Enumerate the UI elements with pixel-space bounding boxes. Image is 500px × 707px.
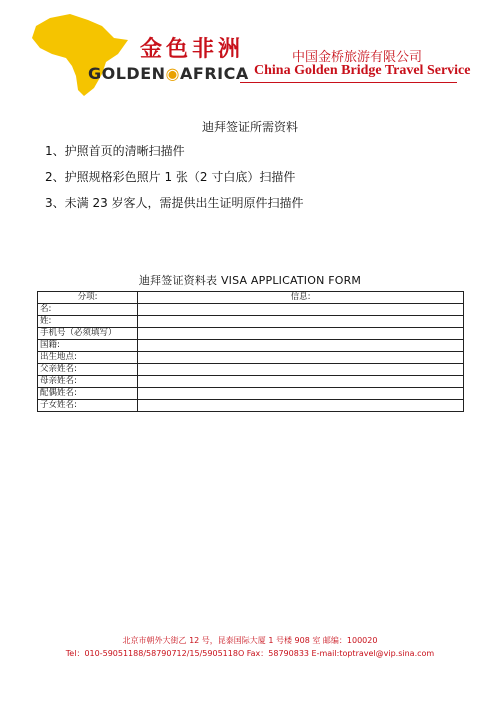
column-header-info: 信息: <box>138 292 464 304</box>
table-row <box>38 376 464 388</box>
field-value-cell[interactable] <box>138 400 464 412</box>
table-row <box>38 304 464 316</box>
requirement-item: 1、护照首页的清晰扫描件 <box>45 144 185 158</box>
logo-english-text <box>88 64 249 83</box>
visa-application-form <box>37 291 464 412</box>
field-value-cell[interactable] <box>138 316 464 328</box>
table-row <box>38 388 464 400</box>
field-label: 名: <box>38 304 138 316</box>
table-row <box>38 400 464 412</box>
company-name-cn: 中国金桥旅游有限公司 <box>292 50 423 65</box>
field-value-cell[interactable] <box>138 388 464 400</box>
table-row <box>38 340 464 352</box>
requirement-item: 3、未满 23 岁客人，需提供出生证明原件扫描件 <box>45 196 304 210</box>
field-label: 父亲姓名: <box>38 364 138 376</box>
field-value-cell[interactable] <box>138 304 464 316</box>
field-label: 出生地点: <box>38 352 138 364</box>
field-value-cell[interactable] <box>138 340 464 352</box>
logo-globe-icon: ◉ <box>165 64 180 83</box>
field-label: 子女姓名: <box>38 400 138 412</box>
field-label: 国籍: <box>38 340 138 352</box>
field-value-cell[interactable] <box>138 376 464 388</box>
logo-africa-word: AFRICA <box>180 64 249 83</box>
form-title: 迪拜签证资料表 VISA APPLICATION FORM <box>138 274 362 287</box>
field-label: 姓: <box>38 316 138 328</box>
header-divider <box>240 82 457 83</box>
africa-map-icon <box>22 10 142 100</box>
field-label: 母亲姓名: <box>38 376 138 388</box>
logo-chinese-text: 金色非洲 <box>140 36 245 62</box>
company-name-en: China Golden Bridge Travel Service <box>254 63 471 78</box>
footer-contact: Tel：010-59051188/58790712/15/5905118O Fax：58790833 E-mail:toptravel@vip.sina.com <box>65 649 435 658</box>
table-row <box>38 328 464 340</box>
column-header-item: 分项: <box>38 292 138 304</box>
document-title: 迪拜签证所需资料 <box>201 120 298 134</box>
requirement-item: 2、护照规格彩色照片 1 张（2 寸白底）扫描件 <box>45 170 296 184</box>
field-value-cell[interactable] <box>138 328 464 340</box>
company-logo <box>22 10 252 100</box>
form-header-row <box>38 292 464 304</box>
field-value-cell[interactable] <box>138 352 464 364</box>
field-label: 手机号（必须填写） <box>38 328 138 340</box>
table-row <box>38 364 464 376</box>
field-label: 配偶姓名: <box>38 388 138 400</box>
footer-address: 北京市朝外大街乙 12 号，昆泰国际大厦 1 号楼 908 室 邮编：100020 <box>122 636 378 645</box>
logo-golden-word: GOLDEN <box>88 64 166 83</box>
table-row <box>38 352 464 364</box>
field-value-cell[interactable] <box>138 364 464 376</box>
table-row <box>38 316 464 328</box>
